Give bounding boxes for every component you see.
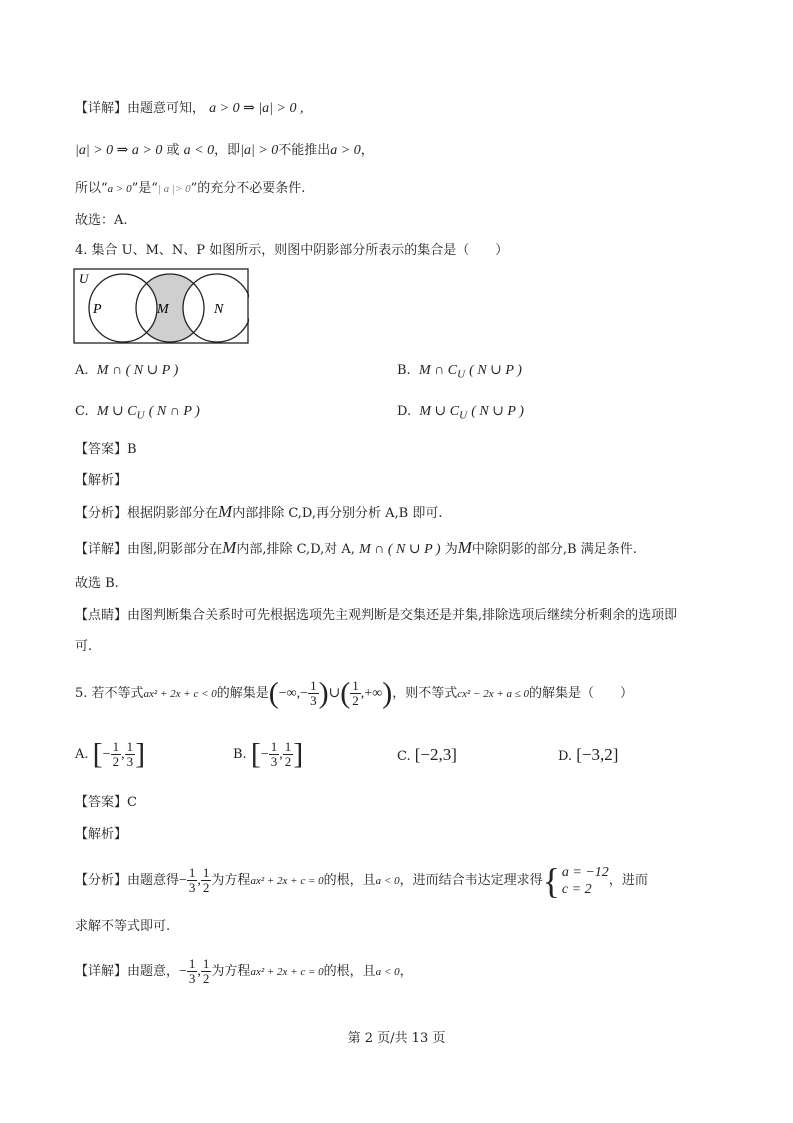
q4-option-a <box>75 361 178 381</box>
q5-fenxi-text-e: ，进而 <box>608 873 648 888</box>
q5-fenxi-text-d: ，进而结合韦达定理求得 <box>399 873 543 888</box>
q5-text-d: 的解集是（ ） <box>529 686 634 701</box>
q4-option-d-expr: M ∪ C <box>419 404 460 419</box>
q5-fenxi: 【分析】由题意得− $\frac{1}{3}$ , $\frac{1}{2}$ 为方程ax² + 2x + c = 0的根，且a < 0，进而结合韦达定理求得 { a = −12 c = 2 ，进而 <box>75 860 648 901</box>
q3-text-conclusion: ”的充分不必要条件. <box>190 181 306 196</box>
q4-xiangjie-text-a: 【详解】由图,阴影部分在 <box>75 542 223 557</box>
q3-text-comma: ， <box>360 143 374 158</box>
venn-label-u: U <box>79 271 89 286</box>
q4-xiangjie-m2: M <box>457 538 472 557</box>
q4-option-b-tail: ( N ∪ P ) <box>469 363 522 378</box>
q5-fenxi-cond: a < 0 <box>375 875 400 887</box>
q5-fenxi-eq: ax² + 2x + c = 0 <box>250 875 324 887</box>
q3-text-or: 或 <box>166 143 180 158</box>
q4-option-d-tail: ( N ∪ P ) <box>471 404 524 419</box>
q3-line2 <box>75 141 374 161</box>
q5-fenxi-text-a: 【分析】由题意得 <box>75 873 180 888</box>
q4-xiangjie-text-d: 中除阴影的部分,B 满足条件. <box>471 542 637 557</box>
q5-option-c <box>397 745 457 767</box>
q4-option-c-sub: U <box>136 409 145 422</box>
page-footer: 第 2 页/共 13 页 <box>347 1031 446 1046</box>
q5-set-frac1: $\frac{1}{3}$ <box>310 678 317 708</box>
q3-text-shi: ”是“ <box>131 181 158 196</box>
q3-choice: 故选：A. <box>75 213 128 228</box>
q4-option-b-sub: U <box>457 368 466 381</box>
venn-label-n: N <box>214 302 224 317</box>
q4-answer: 【答案】B <box>75 442 137 457</box>
q4-xiangjie-text-c: 为 <box>444 542 458 557</box>
q4-option-b-expr: M ∩ C <box>418 363 458 378</box>
q5-option-d-label: D. <box>558 749 573 764</box>
q4-option-d-label: D. <box>397 404 412 419</box>
q3-expr-4: a > 0 <box>330 143 361 158</box>
q5-set-pos-inf: ,+∞ <box>360 686 383 701</box>
q3-expr-1: |a| > 0 ⇒ a > 0 <box>75 143 163 158</box>
q3-expr-2: a < 0 <box>183 143 215 158</box>
q5-xiangjie-eq: ax² + 2x + c = 0 <box>250 966 324 978</box>
q3-cond-b: | a |> 0 <box>157 183 191 195</box>
q5-text-b: 的解集是 <box>216 686 269 701</box>
q5-xiangjie-text-d: ， <box>399 964 413 979</box>
q5-option-a-label: A. <box>75 747 89 762</box>
q5-xiangjie: 【详解】由题意，− $\frac{1}{3}$ , $\frac{1}{2}$ 为方程ax² + 2x + c = 0的根，且a < 0， <box>75 956 413 986</box>
q5-fenxi-line2: 求解不等式即可. <box>75 919 171 934</box>
q5-xiangjie-text-c: 的根，且 <box>323 964 376 979</box>
venn-label-m: M <box>157 302 169 317</box>
q3-detail-label: 【详解】由题意可知， <box>75 101 206 116</box>
q4-question: 4. 集合 U、M、N、P 如图所示，则图中阴影部分所表示的集合是（ ） <box>75 243 509 258</box>
q5-fenxi-text-c: 的根，且 <box>323 873 376 888</box>
q4-option-b <box>397 361 522 385</box>
q3-text-suoyi: 所以“ <box>75 181 108 196</box>
q4-venn-diagram <box>73 268 249 344</box>
q5-answer: 【答案】C <box>75 795 137 810</box>
q5-set-neg-inf: −∞,− <box>278 686 309 701</box>
q5-option-c-label: C. <box>397 749 411 764</box>
q5-option-c-expr: [−2,3] <box>414 745 457 764</box>
q4-choice: 故选 B. <box>75 576 119 591</box>
q4-option-a-expr: M ∩ ( N ∪ P ) <box>96 363 179 378</box>
q3-expr-3: |a| > 0 <box>240 143 279 158</box>
q4-fenxi <box>75 502 443 524</box>
q4-fenxi-m: M <box>218 502 233 521</box>
q5-option-a: A. [− $\frac{1}{2}$ , $\frac{1}{3}$ ] <box>75 737 146 771</box>
q5-xiangjie-text-a: 【详解】由题意， <box>75 964 180 979</box>
q4-option-d-sub: U <box>459 409 468 422</box>
q5-fenxi-text-b: 为方程 <box>211 873 251 888</box>
q5-option-d-expr: [−3,2] <box>576 745 619 764</box>
q5-option-b: B. [− $\frac{1}{3}$ , $\frac{1}{2}$ ] <box>233 737 304 771</box>
q4-analysis-label: 【解析】 <box>75 473 128 488</box>
q5-fenxi-system: { a = −12 c = 2 <box>542 860 609 901</box>
venn-label-p: P <box>93 302 102 317</box>
q4-option-b-label: B. <box>397 363 411 378</box>
q4-xiangjie <box>75 538 637 560</box>
q4-option-c-tail: ( N ∩ P ) <box>148 404 200 419</box>
q4-xiangjie-text-b: 内部,排除 C,D,对 A, <box>236 542 355 557</box>
q5-analysis-label: 【解析】 <box>75 827 128 842</box>
q5-set-union: ∪ <box>328 686 341 701</box>
q4-xiangjie-expr: M ∩ ( N ∪ P ) <box>359 542 441 557</box>
q4-option-d <box>397 402 524 426</box>
q5-option-d <box>558 745 618 767</box>
q5-ineq-1: ax² + 2x + c < 0 <box>143 688 217 700</box>
q4-fenxi-text-b: 内部排除 C,D,再分别分析 A,B 即可. <box>232 506 443 521</box>
q5-solution-set: (−∞,− $\frac{1}{3}$ )∪( $\frac{1}{2}$ ,+∞) <box>268 676 393 710</box>
q5-text-a: 5. 若不等式 <box>75 686 144 701</box>
q3-detail-expr: a > 0 ⇒ |a| > 0 , <box>209 101 304 116</box>
q4-dianjing-2: 可. <box>75 639 93 654</box>
q4-option-a-label: A. <box>75 363 89 378</box>
q5-xiangjie-text-b: 为方程 <box>211 964 251 979</box>
q5-option-b-label: B. <box>233 747 247 762</box>
q3-text-ji: ，即 <box>214 143 241 158</box>
q3-line3 <box>75 179 305 199</box>
q4-option-c-expr: M ∪ C <box>96 404 137 419</box>
q4-option-c-label: C. <box>75 404 89 419</box>
q4-dianjing-1: 【点睛】由图判断集合关系时可先根据选项先主观判断是交集还是并集,排除选项后继续分析剩余的选项即 <box>75 608 678 623</box>
q3-cond-a: a > 0 <box>107 183 132 195</box>
q5-question <box>75 674 633 714</box>
q4-option-c <box>75 402 200 426</box>
q3-detail-line <box>75 99 303 119</box>
q5-set-frac2: $\frac{1}{2}$ <box>352 678 359 708</box>
q5-ineq-2: cx² − 2x + a ≤ 0 <box>457 688 530 700</box>
q5-xiangjie-cond: a < 0 <box>375 966 400 978</box>
q4-xiangjie-m: M <box>222 538 237 557</box>
q3-text-cannot: 不能推出 <box>278 143 331 158</box>
q4-fenxi-text-a: 【分析】根据阴影部分在 <box>75 506 219 521</box>
q5-text-c: ，则不等式 <box>392 686 458 701</box>
